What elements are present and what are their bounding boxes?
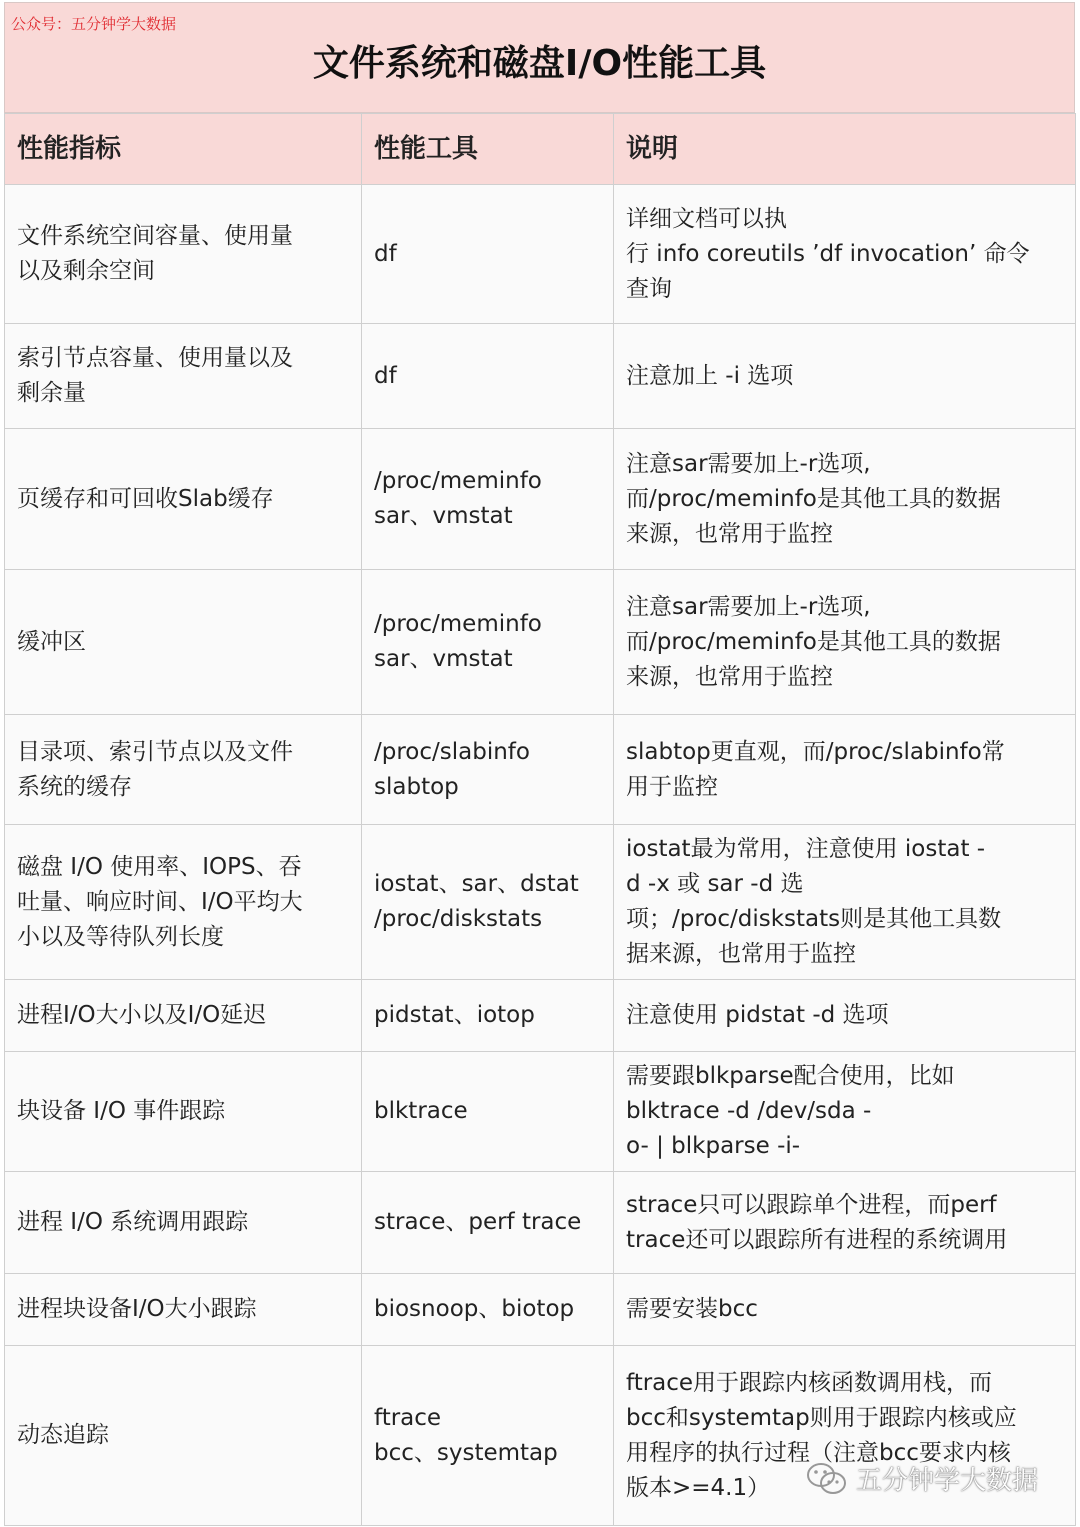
metric-cell — [5, 825, 362, 980]
tools-cell — [362, 715, 614, 825]
tools-cell-line: ftrace — [374, 1404, 442, 1431]
tools-cell — [362, 1172, 614, 1274]
tools-cell — [362, 1052, 614, 1172]
page-title: 文件系统和磁盘I/O性能工具 — [312, 43, 767, 84]
description-cell-line: 用于监控 — [626, 773, 718, 800]
metric-cell-line: 块设备 I/O 事件跟踪 — [17, 1098, 226, 1124]
metric-cell — [5, 185, 362, 324]
description-cell-line: 而/proc/meminfo是其他工具的数据 — [626, 628, 1001, 655]
metric-cell-line: 目录项、索引节点以及文件 — [17, 738, 293, 765]
metric-cell-line: 文件系统空间容量、使用量 — [17, 223, 293, 249]
description-cell-line: strace只可以跟踪单个进程，而perf — [626, 1191, 997, 1218]
tools-cell-line: sar、vmstat — [374, 503, 513, 529]
tools-cell-line: biosnoop、biotop — [374, 1296, 575, 1322]
table-row — [5, 1346, 1076, 1526]
description-cell-line: 版本>=4.1） — [626, 1474, 771, 1501]
tools-cell-line: /proc/meminfo — [374, 611, 542, 637]
metric-cell-line: 页缓存和可回收Slab缓存 — [17, 485, 274, 512]
description-cell — [614, 825, 1076, 980]
metric-cell-line: 进程 I/O 系统调用跟踪 — [17, 1209, 249, 1235]
header-tools: 性能工具 — [362, 114, 614, 185]
metric-cell-line: 索引节点容量、使用量以及 — [17, 345, 293, 371]
description-cell-line: iostat最为常用，注意使用 iostat - — [626, 836, 986, 862]
table-row — [5, 1172, 1076, 1274]
tools-cell-line: blktrace — [374, 1098, 468, 1124]
tools-cell-line: strace、perf trace — [374, 1209, 582, 1235]
table-row — [5, 825, 1076, 980]
watermark-top: 公众号：五分钟学大数据 — [11, 15, 177, 33]
table-row — [5, 980, 1076, 1052]
metric-cell — [5, 1052, 362, 1172]
description-cell — [614, 570, 1076, 715]
description-cell-line: d -x 或 sar -d 选 — [626, 871, 804, 897]
metric-cell — [5, 1274, 362, 1346]
description-cell-line: 来源，也常用于监控 — [626, 663, 833, 690]
tools-cell — [362, 570, 614, 715]
description-cell-line: 行 info coreutils ’df invocation’ 命令 — [626, 240, 1030, 267]
description-cell-line: ftrace用于跟踪内核函数调用栈，而 — [626, 1369, 993, 1396]
metric-cell — [5, 570, 362, 715]
tools-cell — [362, 185, 614, 324]
description-cell — [614, 1172, 1076, 1274]
metric-cell-line: 缓冲区 — [17, 628, 86, 655]
tools-cell-line: /proc/slabinfo — [374, 738, 530, 765]
metric-cell — [5, 980, 362, 1052]
table-row — [5, 570, 1076, 715]
tools-cell-line: df — [374, 240, 397, 267]
description-cell-line: 详细文档可以执 — [626, 205, 787, 232]
metric-cell-line: 进程块设备I/O大小跟踪 — [17, 1296, 257, 1322]
description-cell-line: 需要安装bcc — [626, 1296, 758, 1322]
wechat-icon — [806, 1462, 848, 1496]
description-cell — [614, 715, 1076, 825]
table-row — [5, 324, 1076, 429]
table-row — [5, 429, 1076, 570]
metric-cell-line: 进程I/O大小以及I/O延迟 — [17, 1002, 267, 1028]
description-cell — [614, 429, 1076, 570]
description-cell-line: trace还可以跟踪所有进程的系统调用 — [626, 1226, 1008, 1253]
description-cell — [614, 185, 1076, 324]
description-cell-line: slabtop更直观，而/proc/slabinfo常 — [626, 738, 1005, 765]
metric-cell-line: 剩余量 — [17, 380, 86, 406]
title-banner — [4, 2, 1075, 113]
header-description: 说明 — [614, 114, 1076, 185]
tools-cell-line: df — [374, 362, 397, 389]
metric-cell-line: 小以及等待队列长度 — [17, 923, 224, 950]
description-cell-line: 而/proc/meminfo是其他工具的数据 — [626, 485, 1001, 512]
tools-cell — [362, 1346, 614, 1526]
metric-cell — [5, 429, 362, 570]
metric-cell-line: 以及剩余空间 — [17, 258, 155, 284]
tools-cell — [362, 429, 614, 570]
table-row — [5, 1274, 1076, 1346]
table-header-row — [5, 114, 1076, 185]
tools-cell-line: pidstat、iotop — [374, 1002, 535, 1028]
description-cell-line: o- | blkparse -i- — [626, 1133, 801, 1159]
description-cell — [614, 1052, 1076, 1172]
metric-cell — [5, 324, 362, 429]
tools-cell — [362, 825, 614, 980]
metric-cell — [5, 715, 362, 825]
table-row — [5, 185, 1076, 324]
description-cell-line: blktrace -d /dev/sda - — [626, 1098, 872, 1124]
table-row — [5, 1052, 1076, 1172]
description-cell — [614, 980, 1076, 1052]
tools-cell-line: /proc/meminfo — [374, 468, 542, 494]
metric-cell — [5, 1346, 362, 1526]
description-cell-line: 用程序的执行过程（注意bcc要求内核 — [626, 1439, 1011, 1466]
description-cell-line: 查询 — [626, 275, 672, 302]
description-cell-line: 注意sar需要加上-r选项, — [626, 593, 871, 620]
tools-cell — [362, 1274, 614, 1346]
tools-cell-line: sar、vmstat — [374, 646, 513, 672]
description-cell-line: 注意加上 -i 选项 — [626, 362, 794, 389]
document-sheet — [4, 2, 1075, 1526]
tools-cell-line: slabtop — [374, 773, 459, 800]
description-cell-line: bcc和systemtap则用于跟踪内核或应 — [626, 1404, 1017, 1431]
metric-cell — [5, 1172, 362, 1274]
table-row — [5, 715, 1076, 825]
metric-cell-line: 系统的缓存 — [17, 773, 132, 800]
watermark-bottom-label: 五分钟学大数据 — [856, 1466, 1039, 1496]
tools-cell — [362, 324, 614, 429]
description-cell-line: 来源，也常用于监控 — [626, 520, 833, 547]
tools-cell-line: /proc/diskstats — [374, 906, 543, 932]
header-metric: 性能指标 — [5, 114, 362, 185]
description-cell-line: 需要跟blkparse配合使用，比如 — [626, 1063, 955, 1089]
description-cell-line: 注意sar需要加上-r选项, — [626, 450, 871, 477]
tools-cell — [362, 980, 614, 1052]
description-cell-line: 据来源，也常用于监控 — [626, 941, 856, 967]
description-cell — [614, 1346, 1076, 1526]
metric-cell-line: 吐量、响应时间、I/O平均大 — [17, 888, 303, 915]
tools-cell-line: iostat、sar、dstat — [374, 871, 579, 897]
description-cell-line: 注意使用 pidstat -d 选项 — [626, 1002, 889, 1028]
description-cell-line: 项；/proc/diskstats则是其他工具数 — [626, 906, 1002, 932]
tools-table — [4, 113, 1076, 1526]
metric-cell-line: 动态追踪 — [17, 1422, 109, 1448]
metric-cell-line: 磁盘 I/O 使用率、IOPS、吞 — [17, 853, 302, 880]
description-cell — [614, 324, 1076, 429]
watermark-bottom — [806, 1460, 1038, 1497]
tools-cell-line: bcc、systemtap — [374, 1439, 558, 1466]
description-cell — [614, 1274, 1076, 1346]
